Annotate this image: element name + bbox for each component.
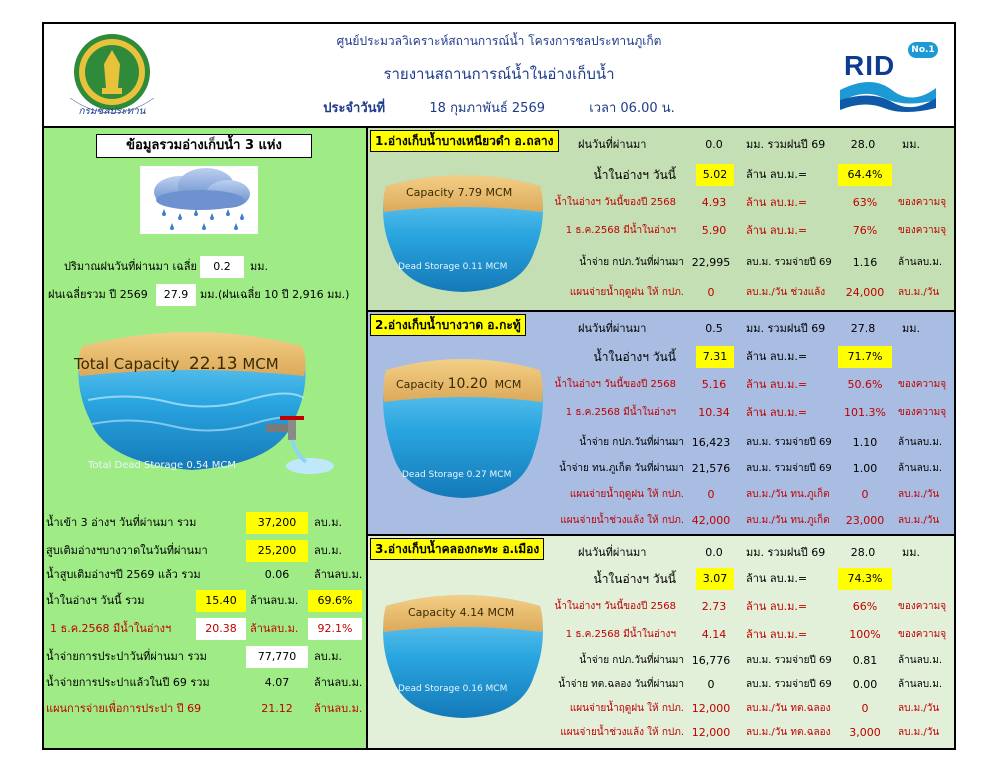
reservoir-3-rain-row: ฝนวันที่ผ่านมา 0.0 มม. รวมฝนปี 69 28.0 มม.: [578, 546, 920, 559]
summary-panel: [44, 128, 368, 748]
left-logo-caption: กรมชลประทาน: [78, 106, 146, 117]
summary-row-supply-plan: แผนการจ่ายเพื่อการประปา ปี 69 21.12 ล้านลบ.ม.: [46, 702, 363, 715]
reservoir-1-today-row: น้ำในอ่างฯ วันนี้ 5.02 ล้าน ลบ.ม.= 64.4%: [368, 164, 954, 186]
reservoir-3-capacity: Capacity 4.14 MCM: [408, 606, 515, 619]
reservoir-3-today-row: น้ำในอ่างฯ วันนี้ 3.07 ล้าน ลบ.ม.= 74.3%: [368, 568, 954, 590]
summary-row-pumped-yesterday: สูบเติมอ่างฯบางวาดในวันที่ผ่านมา 25,200 ลบ.ม.: [44, 540, 366, 562]
summary-row-inflow: น้ำเข้า 3 อ่างฯ วันที่ผ่านมา รวม 37,200 ลบ.ม.: [44, 512, 366, 534]
rain-cloud-icon: [140, 166, 258, 234]
reservoir-section-2: [368, 312, 954, 536]
reservoir-2-dead-storage: Dead Storage 0.27 MCM: [402, 470, 512, 480]
reservoir-2-rain-row: ฝนวันที่ผ่านมา 0.5 มม. รวมฝนปี 69 27.8 มม.: [578, 322, 920, 335]
rain-total-row: [44, 284, 366, 306]
reservoir-1-rain-row: ฝนวันที่ผ่านมา 0.0 มม. รวมฝนปี 69 28.0 มม.: [578, 138, 920, 151]
rain-total-value: 27.9: [156, 284, 196, 306]
reservoir-2-capacity: Capacity 10.20 MCM: [396, 376, 522, 392]
date-label: ประจำวันที่: [323, 101, 386, 116]
reservoir-2-supply-pwa-row: น้ำจ่าย กปภ.วันที่ผ่านมา 16,423 ลบ.ม. รวมจ่ายปี 69 1.10 ล้านลบ.ม.: [579, 436, 943, 449]
summary-row-pumped-year: น้ำสูบเติมอ่างฯปี 2569 แล้ว รวม 0.06 ล้านลบ.ม.: [46, 568, 363, 581]
reservoir-3-dead-storage: Dead Storage 0.16 MCM: [398, 684, 508, 694]
reservoir-3-rain-plan-row: แผนจ่ายน้ำฤดูฝน ให้ กปภ. 12,000 ลบ.ม./วัน ทต.ฉลอง 0 ลบ.ม./วัน: [569, 702, 940, 715]
rain-average-value: 0.2: [200, 256, 244, 278]
summary-row-storage-today: น้ำในอ่างฯ วันนี้ รวม 15.40 ล้านลบ.ม. 69.6%: [44, 590, 366, 612]
rid-logo-text: RID: [844, 50, 896, 81]
rain-average-row: [44, 256, 366, 278]
reservoir-3-last-year-row: น้ำในอ่างฯ วันนี้ของปี 2568 2.73 ล้าน ลบ.ม.= 66% ของความจุ: [554, 600, 947, 613]
report-frame: [42, 22, 956, 750]
reservoir-1-capacity: Capacity 7.79 MCM: [406, 186, 513, 199]
reservoir-1-supply-row: น้ำจ่าย กปภ.วันที่ผ่านมา 22,995 ลบ.ม. รวมจ่ายปี 69 1.16 ล้านลบ.ม.: [579, 256, 943, 269]
report-title: รายงานสถานการณ์น้ำในอ่างเก็บน้ำ: [383, 65, 615, 83]
reservoir-2-dry-plan-row: แผนจ่ายน้ำช่วงแล้ง ให้ กปภ. 42,000 ลบ.ม./วัน ทน.ภูเก็ต 23,000 ลบ.ม./วัน: [560, 514, 940, 527]
reservoir-1-dead-storage: Dead Storage 0.11 MCM: [398, 262, 508, 272]
summary-title: ข้อมูลรวมอ่างเก็บน้ำ 3 แห่ง: [96, 134, 312, 158]
reservoir-3-supply-chalong-row: น้ำจ่าย ทต.ฉลอง วันที่ผ่านมา 0 ลบ.ม. รวมจ่ายปี 69 0.00 ล้านลบ.ม.: [558, 678, 943, 691]
reservoir-section-1: [368, 128, 954, 312]
water-faucet-icon: [266, 414, 336, 476]
time-value: เวลา 06.00 น.: [589, 101, 675, 116]
header-agency-line: ศูนย์ประมวลวิเคราะห์สถานการณ์น้ำ โครงการชลประทานภูเก็ต: [336, 34, 662, 48]
report-date-line: [44, 97, 954, 118]
total-capacity-label: Total Capacity 22.13 MCM: [74, 354, 279, 374]
reservoir-1-plan-row: แผนจ่ายน้ำฤดูฝน ให้ กปภ. 0 ลบ.ม./วัน ช่วงแล้ง 24,000 ลบ.ม./วัน: [569, 286, 940, 299]
reservoir-2-today-row: น้ำในอ่างฯ วันนี้ 7.31 ล้าน ลบ.ม.= 71.7%: [368, 346, 954, 368]
reservoir-2-supply-city-row: น้ำจ่าย ทน.ภูเก็ต วันที่ผ่านมา 21,576 ลบ.ม. รวมจ่ายปี 69 1.00 ล้านลบ.ม.: [559, 462, 943, 475]
reservoir-1-last-year-row: น้ำในอ่างฯ วันนี้ของปี 2568 4.93 ล้าน ลบ.ม.= 63% ของความจุ: [554, 196, 947, 209]
reservoir-3-dry-plan-row: แผนจ่ายน้ำช่วงแล้ง ให้ กปภ. 12,000 ลบ.ม./วัน ทต.ฉลอง 3,000 ลบ.ม./วัน: [560, 726, 940, 739]
reservoir-2-dec-row: 1 ธ.ค.2568 มีน้ำในอ่างฯ 10.34 ล้าน ลบ.ม.= 101.3% ของความจุ: [565, 406, 947, 419]
reservoir-section-3: [368, 536, 954, 748]
date-value: 18 กุมภาพันธ์ 2569: [429, 101, 545, 116]
reservoir-3-dec-row: 1 ธ.ค.2568 มีน้ำในอ่างฯ 4.14 ล้าน ลบ.ม.= 100% ของความจุ: [565, 628, 947, 641]
reservoir-3-supply-pwa-row: น้ำจ่าย กปภ.วันที่ผ่านมา 16,776 ลบ.ม. รวมจ่ายปี 69 0.81 ล้านลบ.ม.: [579, 654, 943, 667]
report-header: [44, 24, 954, 128]
summary-row-supply-yesterday: น้ำจ่ายการประปาวันที่ผ่านมา รวม 77,770 ลบ.ม.: [44, 646, 366, 668]
reservoir-3-title: 3.อ่างเก็บน้ำคลองกะทะ อ.เมือง: [370, 538, 544, 560]
rain-average-label: ปริมาณฝนวันที่ผ่านมา เฉลี่ย: [64, 260, 197, 273]
reservoir-2-title: 2.อ่างเก็บน้ำบางวาด อ.กะทู้: [370, 314, 526, 336]
reservoir-1-dec-row: 1 ธ.ค.2568 มีน้ำในอ่างฯ 5.90 ล้าน ลบ.ม.= 76% ของความจุ: [565, 224, 947, 237]
rain-average-unit: มม.: [250, 260, 268, 273]
reservoir-2-rain-plan-row: แผนจ่ายน้ำฤดูฝน ให้ กปภ. 0 ลบ.ม./วัน ทน.ภูเก็ต 0 ลบ.ม./วัน: [569, 488, 940, 501]
rain-total-unit: มม.(ฝนเฉลี่ย 10 ปี 2,916 มม.): [200, 288, 350, 301]
summary-row-storage-dec: 1 ธ.ค.2568 มีน้ำในอ่างฯ 20.38 ล้านลบ.ม. 92.1%: [44, 618, 366, 640]
reservoir-1-title: 1.อ่างเก็บน้ำบางเหนียวดำ อ.ถลาง: [370, 130, 559, 152]
rid-logo-badge: No.1: [908, 42, 938, 58]
rain-total-label: ฝนเฉลี่ยรวม ปี 2569: [48, 288, 148, 301]
summary-row-supply-year: น้ำจ่ายการประปาแล้วในปี 69 รวม 4.07 ล้านลบ.ม.: [46, 676, 363, 689]
reservoir-2-last-year-row: น้ำในอ่างฯ วันนี้ของปี 2568 5.16 ล้าน ลบ.ม.= 50.6% ของความจุ: [554, 378, 947, 391]
total-dead-storage-label: Total Dead Storage 0.54 MCM: [88, 460, 237, 471]
